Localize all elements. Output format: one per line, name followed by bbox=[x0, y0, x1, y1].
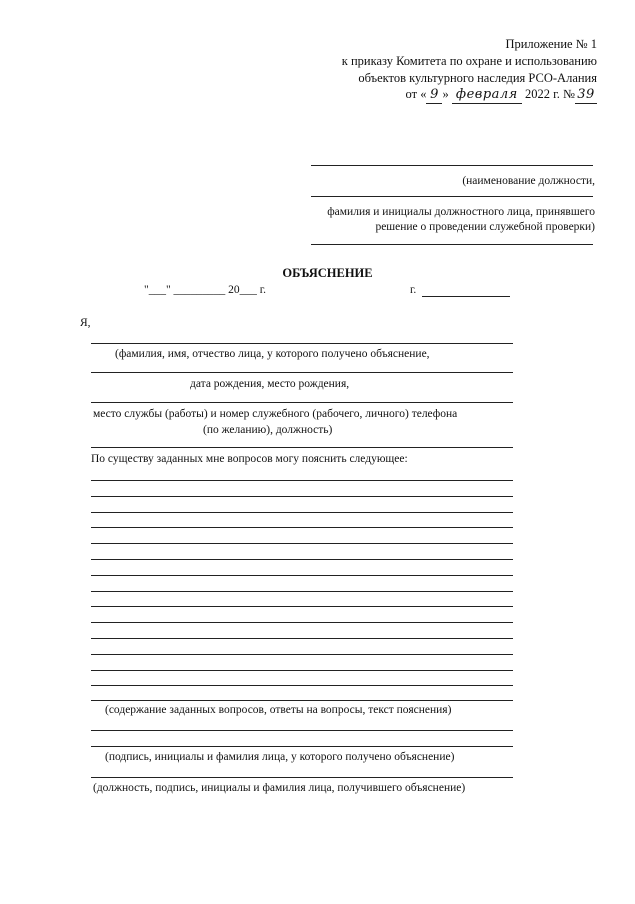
explanation-line[interactable] bbox=[91, 622, 513, 623]
explanation-line[interactable] bbox=[91, 670, 513, 671]
explanation-line[interactable] bbox=[91, 700, 513, 701]
explanation-line[interactable] bbox=[91, 685, 513, 686]
order-date-prefix: от « bbox=[405, 87, 427, 101]
official-signature-caption: (должность, подпись, инициалы и фамилия лица, получившего объяснение) bbox=[93, 782, 466, 794]
explanation-line[interactable] bbox=[91, 591, 513, 592]
explanation-line[interactable] bbox=[91, 559, 513, 560]
extra-line[interactable] bbox=[91, 730, 513, 731]
form-date-field[interactable]: "___" _________ 20___ г. bbox=[144, 284, 267, 296]
order-number: 39 bbox=[575, 86, 597, 104]
birth-caption: дата рождения, место рождения, bbox=[190, 378, 350, 390]
explanation-line[interactable] bbox=[91, 543, 513, 544]
form-place-label: г. bbox=[410, 284, 417, 296]
explanation-intro: По существу заданных мне вопросов могу пояснить следующее: bbox=[91, 453, 408, 465]
explanation-line[interactable] bbox=[91, 496, 513, 497]
explanation-line[interactable] bbox=[91, 638, 513, 639]
i-label: Я, bbox=[80, 317, 91, 329]
official-caption-2: решение о проведении служебной проверки) bbox=[375, 221, 595, 233]
official-name-line[interactable] bbox=[311, 196, 593, 197]
official-extra-line[interactable] bbox=[311, 244, 593, 245]
explanation-line[interactable] bbox=[91, 654, 513, 655]
order-date-mid: » bbox=[442, 87, 449, 101]
explanation-line[interactable] bbox=[91, 527, 513, 528]
content-caption: (содержание заданных вопросов, ответы на вопросы, текст пояснения) bbox=[105, 704, 452, 716]
form-place-line[interactable] bbox=[422, 296, 510, 297]
appendix-number: Приложение № 1 bbox=[505, 37, 597, 51]
fio-line[interactable] bbox=[91, 343, 513, 344]
respondent-signature-caption: (подпись, инициалы и фамилия лица, у которого получено объяснение) bbox=[105, 751, 455, 763]
birth-line[interactable] bbox=[91, 372, 513, 373]
work-caption-1: место службы (работы) и номер служебного (рабочего, личного) телефона bbox=[93, 408, 458, 420]
respondent-signature-line[interactable] bbox=[91, 746, 513, 747]
committee-name: объектов культурного наследия РСО-Алания bbox=[358, 71, 597, 85]
explanation-line[interactable] bbox=[91, 606, 513, 607]
official-signature-line[interactable] bbox=[91, 777, 513, 778]
work-caption-2: (по желанию), должность) bbox=[203, 424, 333, 436]
position-caption: (наименование должности, bbox=[462, 175, 595, 187]
work-line[interactable] bbox=[91, 402, 513, 403]
explanation-line[interactable] bbox=[91, 480, 513, 481]
order-date-month: февраля bbox=[452, 86, 522, 104]
position-line[interactable] bbox=[311, 165, 593, 166]
order-date-suffix: 2022 г. № bbox=[524, 87, 575, 101]
official-caption-1: фамилия и инициалы должностного лица, принявшего bbox=[327, 206, 595, 218]
explanation-line[interactable] bbox=[91, 575, 513, 576]
form-title: ОБЪЯСНЕНИЕ bbox=[282, 266, 373, 280]
order-date-line bbox=[406, 86, 597, 104]
explanation-line[interactable] bbox=[91, 512, 513, 513]
position-detail-line[interactable] bbox=[91, 447, 513, 448]
fio-caption: (фамилия, имя, отчество лица, у которого получено объяснение, bbox=[115, 348, 430, 360]
order-reference: к приказу Комитета по охране и использованию bbox=[341, 54, 597, 68]
order-date-day: 9 bbox=[426, 86, 442, 104]
